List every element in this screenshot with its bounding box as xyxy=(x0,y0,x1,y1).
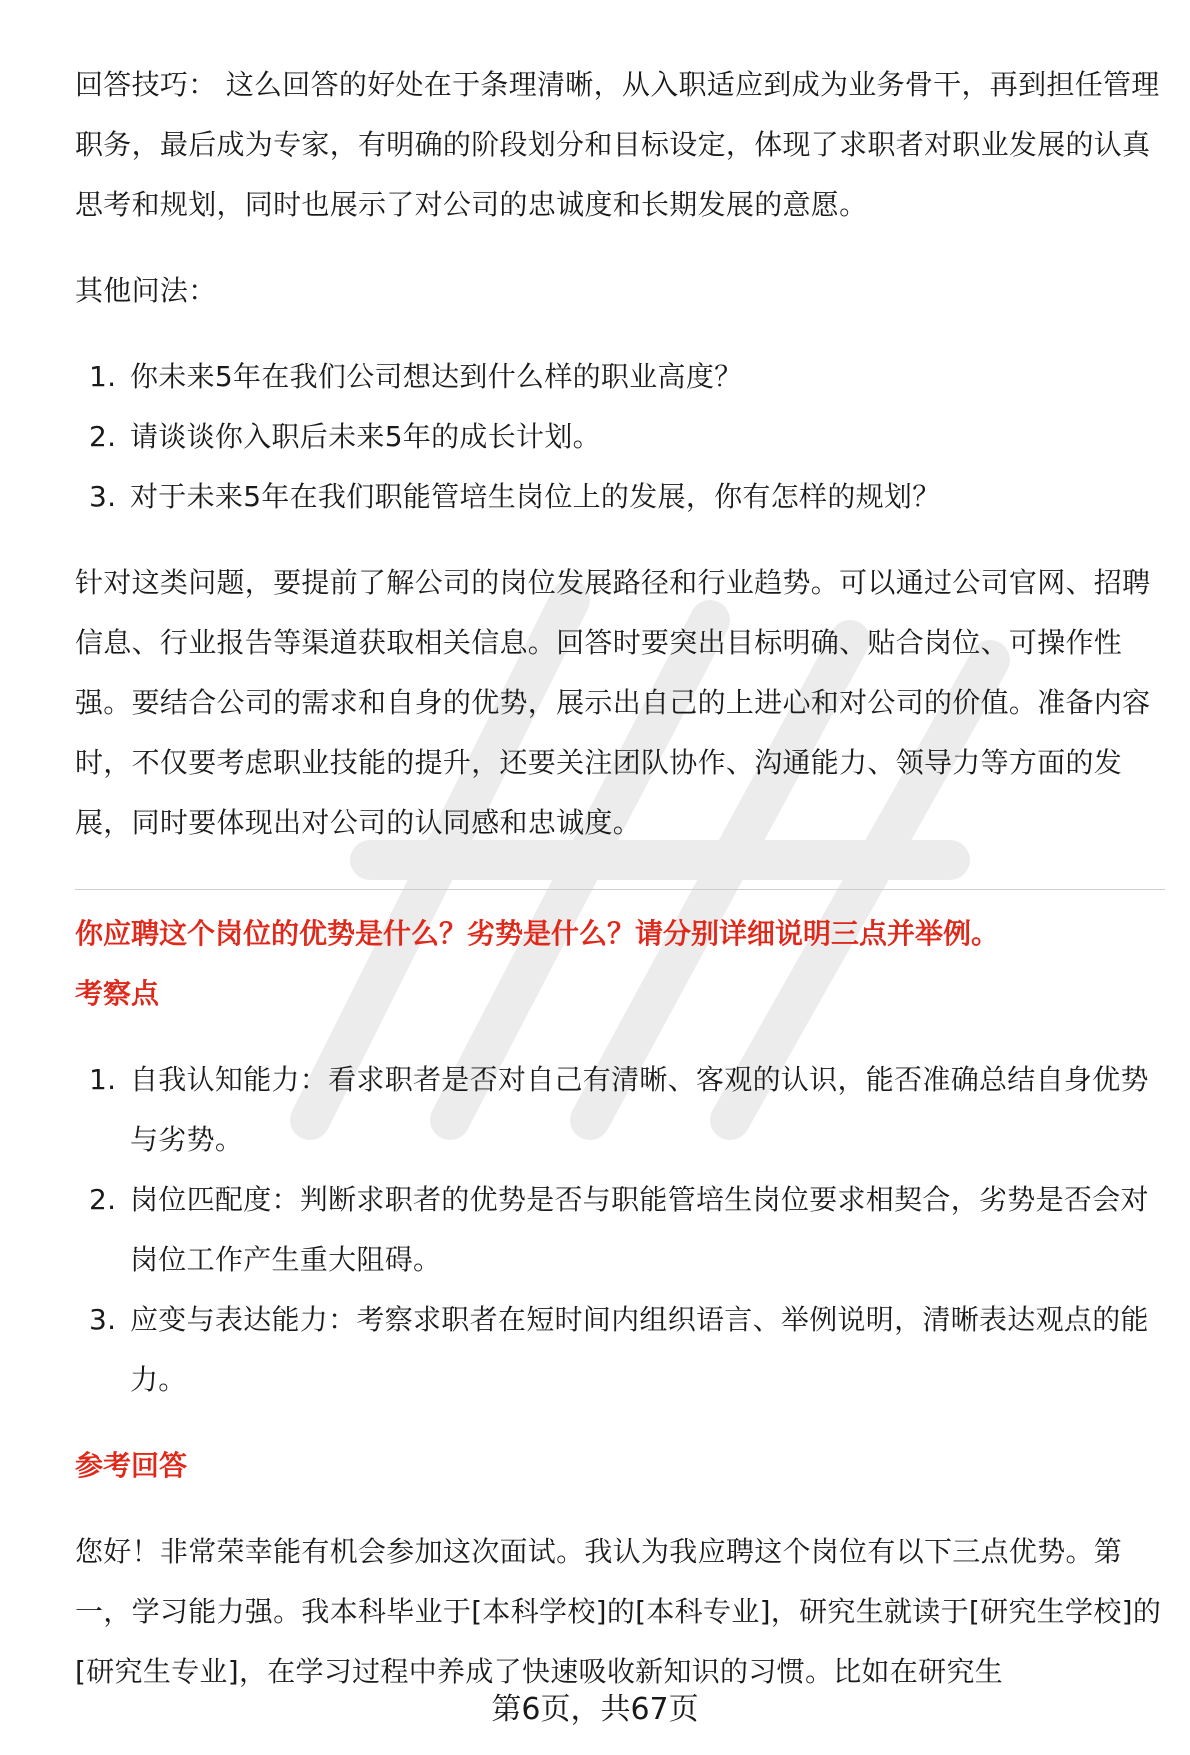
other-asks-label: 其他问法： xyxy=(75,274,217,307)
exam-points-heading: 考察点 xyxy=(75,977,160,1010)
question-title: 你应聘这个岗位的优势是什么？劣势是什么？请分别详细说明三点并举例。 xyxy=(75,917,1000,950)
list-item: 3. 对于未来5年在我们职能管培生岗位上的发展，你有怎样的规划？ xyxy=(89,480,941,513)
page-number: 第6页，共67页 xyxy=(491,1692,699,1727)
exam-points-list xyxy=(75,1050,1165,1410)
reference-answer-heading: 参考回答 xyxy=(75,1449,188,1482)
list-item: 3. 应变与表达能力：考察求职者在短时间内组织语言、举例说明，清晰表达观点的能力。 xyxy=(89,1303,1149,1396)
list-item: 2. 请谈谈你入职后未来5年的成长计划。 xyxy=(89,420,601,453)
section-divider xyxy=(75,889,1165,890)
list-item: 2. 岗位匹配度：判断求职者的优势是否与职能管培生岗位要求相契合，劣势是否会对岗位工作产生重大阻碍。 xyxy=(89,1183,1149,1276)
list-item: 1. 你未来5年在我们公司想达到什么样的职业高度？ xyxy=(89,360,743,393)
list-item: 1. 自我认知能力：看求职者是否对自己有清晰、客观的认识，能否准确总结自身优势与劣势。 xyxy=(89,1063,1149,1156)
advice-paragraph: 针对这类问题，要提前了解公司的岗位发展路径和行业趋势。可以通过公司官网、招聘信息、行业报告等渠道获取相关信息。回答时要突出目标明确、贴合岗位、可操作性强。要结合公司的需求和自身的优势，展示出自己的上进心和对公司的价值。准备内容时，不仅要考虑职业技能的提升，还要关注团队协作、沟通能力、领导力等方面的发展，同时要体现出对公司的认同感和忠诚度。 xyxy=(75,566,1151,839)
tip-paragraph: 回答技巧： 这么回答的好处在于条理清晰，从入职适应到成为业务骨干，再到担任管理职务，最后成为专家，有明确的阶段划分和目标设定，体现了求职者对职业发展的认真思考和规划，同时也展示了对公司的忠诚度和长期发展的意愿。 xyxy=(75,68,1160,221)
other-asks-list xyxy=(75,347,1165,527)
reference-answer-paragraph: 您好！非常荣幸能有机会参加这次面试。我认为我应聘这个岗位有以下三点优势。第一，学习能力强。我本科毕业于[本科学校]的[本科专业]，研究生就读于[研究生学校]的[研究生专业]，在学习过程中养成了快速吸收新知识的习惯。比如在研究生 xyxy=(75,1535,1162,1688)
document-page xyxy=(75,55,1165,1702)
